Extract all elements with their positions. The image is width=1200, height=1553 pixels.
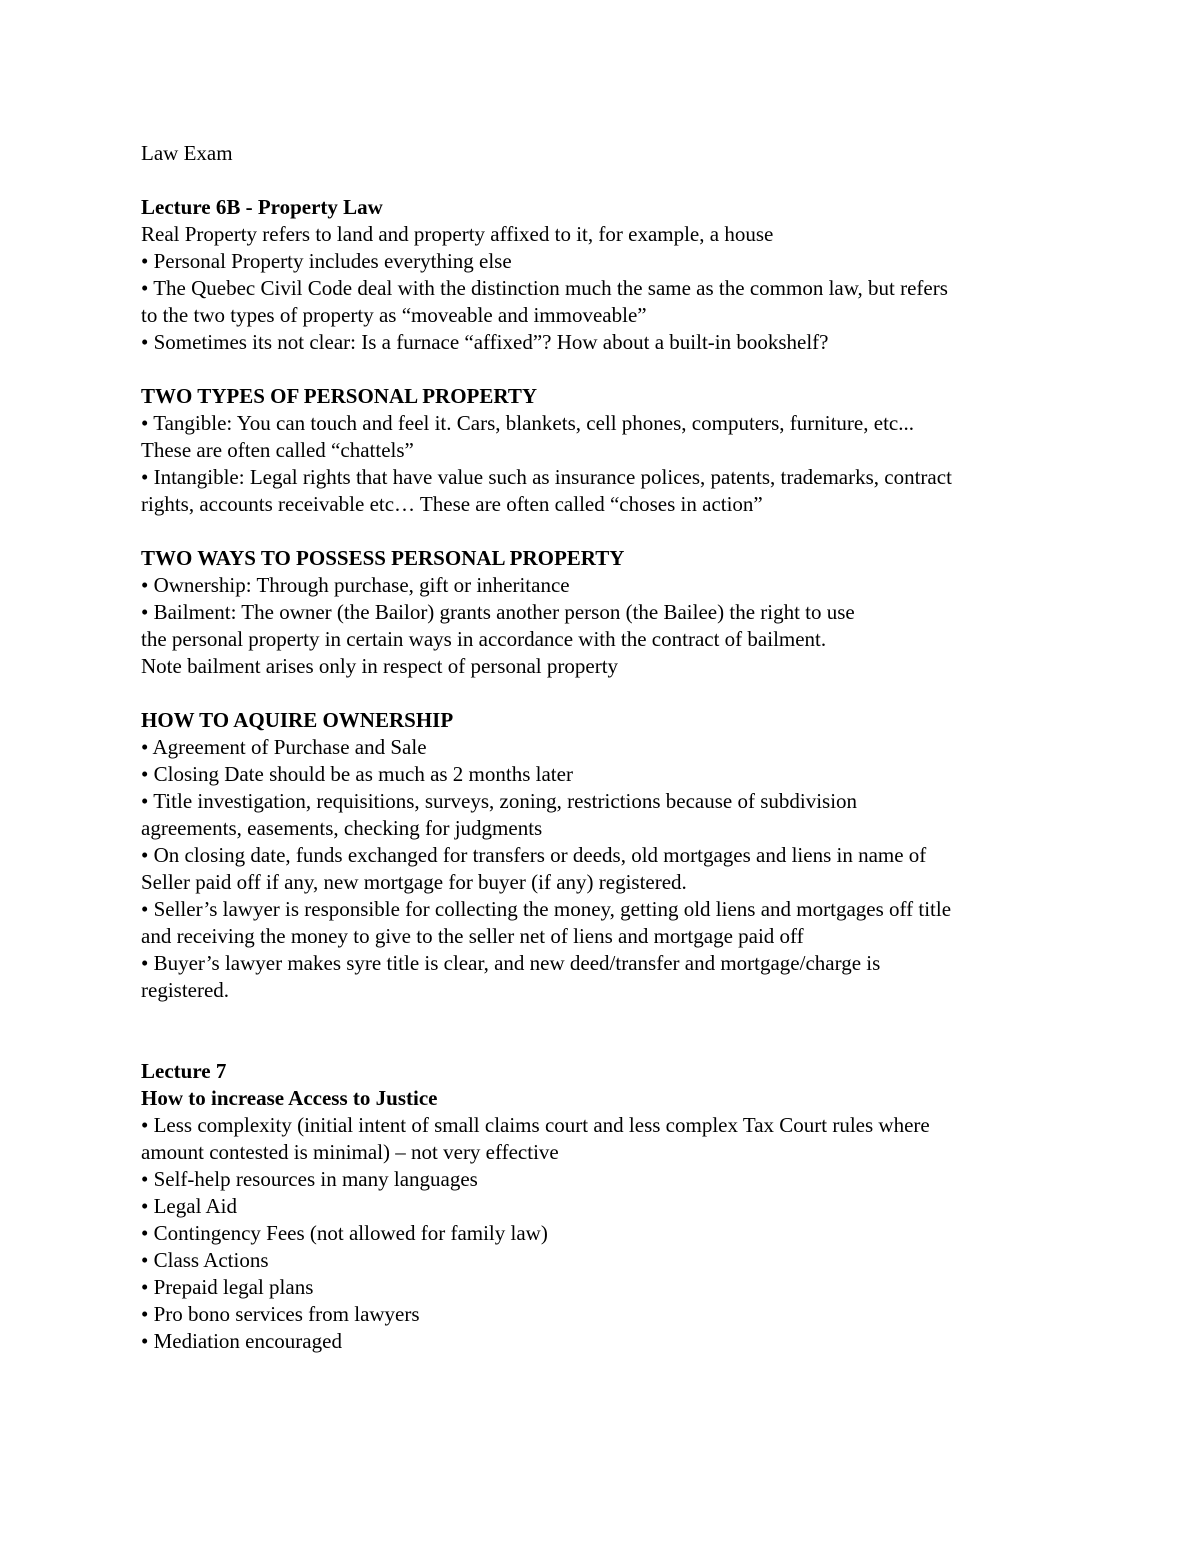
bullet-line: • Personal Property includes everything else: [141, 249, 512, 273]
bullet-line: • Intangible: Legal rights that have value such as insurance polices, patents, trademarks, contract: [141, 465, 952, 489]
spacer: [141, 518, 1081, 545]
spacer: [141, 167, 1081, 194]
spacer: [141, 680, 1081, 707]
bullet-line: • Buyer’s lawyer makes syre title is clear, and new deed/transfer and mortgage/charge is: [141, 951, 881, 975]
text-line: These are often called “chattels”: [141, 438, 414, 462]
bullet-line: • Tangible: You can touch and feel it. Cars, blankets, cell phones, computers, furniture, etc...: [141, 411, 914, 435]
spacer: [141, 356, 1081, 383]
bullet-line: • Title investigation, requisitions, surveys, zoning, restrictions because of subdivision: [141, 789, 858, 813]
section-heading: Lecture 6B - Property Law: [141, 195, 383, 219]
section-acquire-ownership: [141, 707, 1081, 1004]
text-line: agreements, easements, checking for judgments: [141, 816, 543, 840]
bullet-line: • Prepaid legal plans: [141, 1275, 314, 1299]
section-heading: Lecture 7: [141, 1059, 227, 1083]
text-line: registered.: [141, 978, 230, 1002]
section-heading: TWO TYPES OF PERSONAL PROPERTY: [141, 384, 537, 408]
bullet-line: • Closing Date should be as much as 2 months later: [141, 762, 573, 786]
text-line: and receiving the money to give to the seller net of liens and mortgage paid off: [141, 924, 804, 948]
bullet-line: • Class Actions: [141, 1248, 269, 1272]
bullet-line: • Ownership: Through purchase, gift or inheritance: [141, 573, 570, 597]
text-line: Real Property refers to land and property affixed to it, for example, a house: [141, 222, 774, 246]
section-ways-to-possess: [141, 545, 1081, 680]
bullet-line: • Bailment: The owner (the Bailor) grants another person (the Bailee) the right to use: [141, 600, 855, 624]
section-heading: TWO WAYS TO POSSESS PERSONAL PROPERTY: [141, 546, 625, 570]
bullet-line: • Self-help resources in many languages: [141, 1167, 478, 1191]
section-heading: HOW TO AQUIRE OWNERSHIP: [141, 708, 454, 732]
bullet-line: • Mediation encouraged: [141, 1329, 342, 1353]
section-types-personal-property: [141, 383, 1081, 518]
bullet-line: • Legal Aid: [141, 1194, 237, 1218]
bullet-line: • Seller’s lawyer is responsible for collecting the money, getting old liens and mortgages off title: [141, 897, 952, 921]
section-property-law: [141, 194, 1081, 356]
text-line: the personal property in certain ways in accordance with the contract of bailment.: [141, 627, 827, 651]
doc-title: Law Exam: [141, 141, 233, 165]
section-subheading: How to increase Access to Justice: [141, 1086, 438, 1110]
spacer: [141, 1004, 1081, 1058]
bullet-line: • Less complexity (initial intent of small claims court and less complex Tax Court rules where: [141, 1113, 930, 1137]
document-page: [141, 140, 1081, 1355]
section-access-to-justice: [141, 1058, 1081, 1355]
bullet-line: • Pro bono services from lawyers: [141, 1302, 420, 1326]
text-line: to the two types of property as “moveable and immoveable”: [141, 303, 647, 327]
bullet-line: • Sometimes its not clear: Is a furnace “affixed”? How about a built-in bookshelf?: [141, 330, 829, 354]
text-line: Note bailment arises only in respect of personal property: [141, 654, 619, 678]
bullet-line: • On closing date, funds exchanged for transfers or deeds, old mortgages and liens in name of: [141, 843, 927, 867]
text-line: amount contested is minimal) – not very effective: [141, 1140, 559, 1164]
text-line: rights, accounts receivable etc… These are often called “choses in action”: [141, 492, 763, 516]
text-line: Seller paid off if any, new mortgage for buyer (if any) registered.: [141, 870, 687, 894]
bullet-line: • The Quebec Civil Code deal with the distinction much the same as the common law, but refers: [141, 276, 948, 300]
bullet-line: • Contingency Fees (not allowed for family law): [141, 1221, 548, 1245]
bullet-line: • Agreement of Purchase and Sale: [141, 735, 427, 759]
